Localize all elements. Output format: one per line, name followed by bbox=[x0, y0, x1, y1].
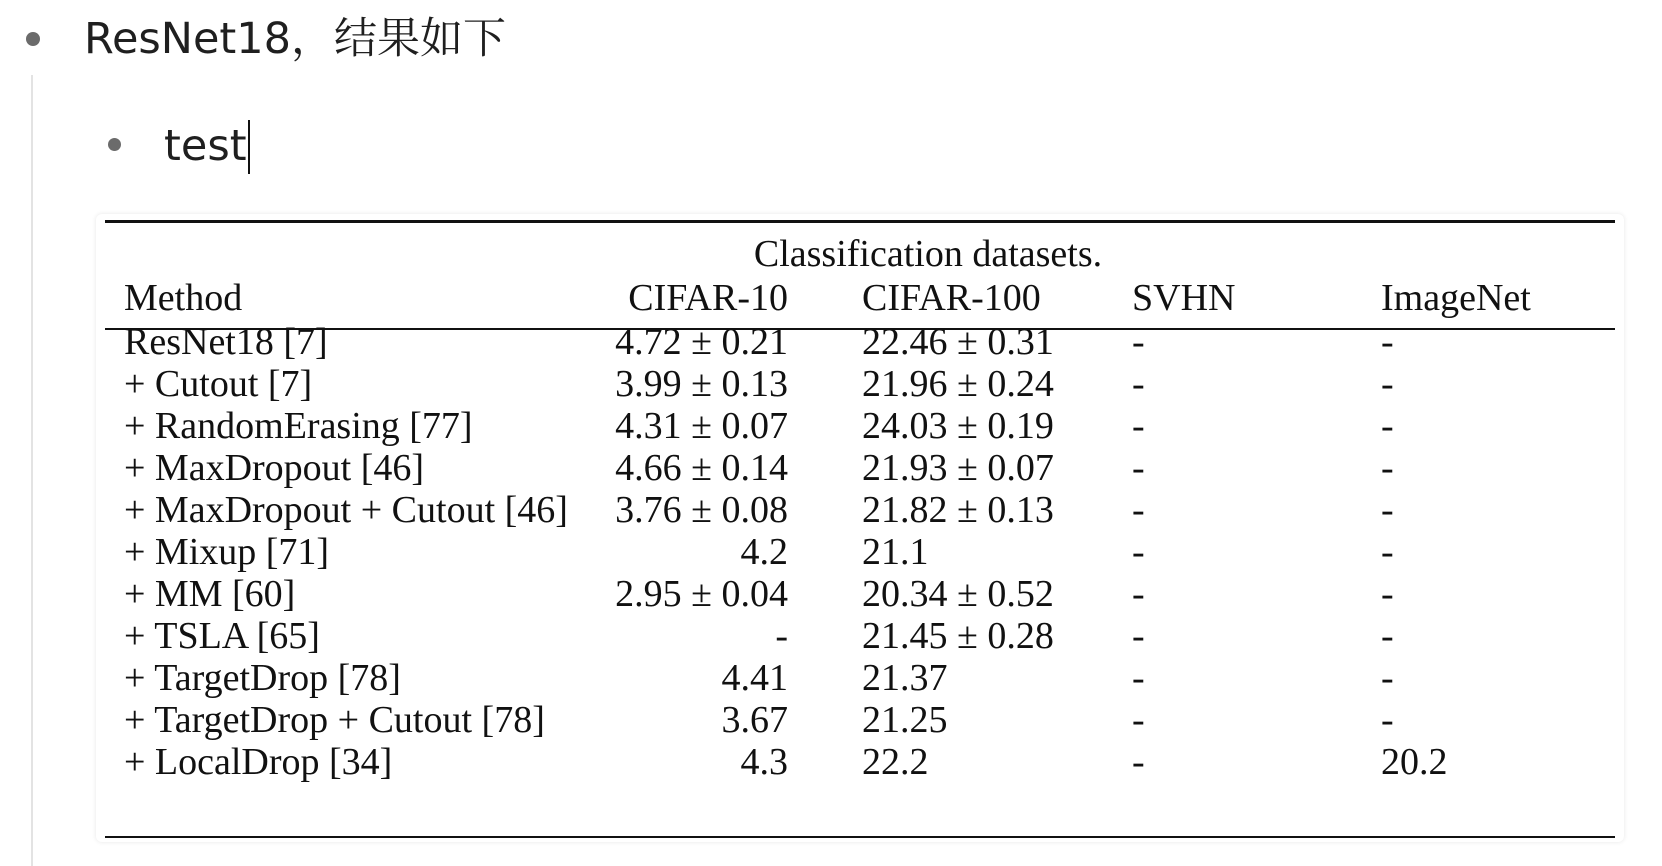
table-cell-svhn: - bbox=[1132, 657, 1145, 699]
table-cell-svhn: - bbox=[1132, 699, 1145, 741]
table-cell-method: + MaxDropout [46] bbox=[124, 447, 425, 489]
text-caret bbox=[248, 120, 250, 174]
table-cell-cifar100: 22.2 bbox=[862, 741, 929, 783]
list-item-test[interactable]: test bbox=[164, 121, 247, 171]
table-cell-svhn: - bbox=[1132, 489, 1145, 531]
table-cell-svhn: - bbox=[1132, 363, 1145, 405]
header-method: Method bbox=[124, 277, 243, 319]
bullet-dot-icon bbox=[108, 138, 121, 151]
results-table-image[interactable] bbox=[96, 214, 1624, 842]
header-cifar10: CIFAR-10 bbox=[628, 277, 788, 319]
table-cell-method: + MaxDropout + Cutout [46] bbox=[124, 489, 568, 531]
table-cell-svhn: - bbox=[1132, 447, 1145, 489]
table-cell-svhn: - bbox=[1132, 405, 1145, 447]
table-cell-svhn: - bbox=[1132, 741, 1145, 783]
table-cell-method: + Cutout [7] bbox=[124, 363, 313, 405]
table-cell-cifar10: 4.31 ± 0.07 bbox=[615, 405, 788, 447]
table-cell-method: + Mixup [71] bbox=[124, 531, 330, 573]
table-cell-imagenet: - bbox=[1381, 573, 1394, 615]
table-cell-cifar10: 4.72 ± 0.21 bbox=[615, 321, 788, 363]
table-cell-imagenet: - bbox=[1381, 489, 1394, 531]
table-cell-cifar10: 2.95 ± 0.04 bbox=[615, 573, 788, 615]
table-cell-imagenet: - bbox=[1381, 657, 1394, 699]
table-cell-svhn: - bbox=[1132, 615, 1145, 657]
table-cell-imagenet: - bbox=[1381, 615, 1394, 657]
table-cell-cifar100: 21.37 bbox=[862, 657, 948, 699]
table-cell-cifar10: 3.76 ± 0.08 bbox=[615, 489, 788, 531]
table-cell-cifar10: - bbox=[775, 615, 788, 657]
table-bottom-rule bbox=[105, 836, 1615, 838]
table-cell-cifar10: 4.66 ± 0.14 bbox=[615, 447, 788, 489]
table-cell-cifar10: 4.2 bbox=[740, 531, 788, 573]
table-cell-imagenet: - bbox=[1381, 531, 1394, 573]
table-cell-cifar100: 20.34 ± 0.52 bbox=[862, 573, 1054, 615]
table-cell-method: + TargetDrop [78] bbox=[124, 657, 401, 699]
table-cell-cifar10: 3.67 bbox=[721, 699, 788, 741]
table-cell-cifar100: 21.45 ± 0.28 bbox=[862, 615, 1054, 657]
table-cell-imagenet: - bbox=[1381, 321, 1394, 363]
header-imagenet: ImageNet bbox=[1381, 277, 1531, 319]
table-cell-cifar10: 3.99 ± 0.13 bbox=[615, 363, 788, 405]
table-cell-method: + TSLA [65] bbox=[124, 615, 320, 657]
table-group-header: Classification datasets. bbox=[753, 233, 1103, 275]
table-cell-method: + TargetDrop + Cutout [78] bbox=[124, 699, 545, 741]
table-cell-method: + MM [60] bbox=[124, 573, 296, 615]
bullet-dot-icon bbox=[26, 32, 40, 46]
table-cell-cifar100: 21.93 ± 0.07 bbox=[862, 447, 1054, 489]
table-cell-method: + LocalDrop [34] bbox=[124, 741, 393, 783]
table-cell-imagenet: - bbox=[1381, 363, 1394, 405]
table-cell-svhn: - bbox=[1132, 321, 1145, 363]
table-cell-svhn: - bbox=[1132, 531, 1145, 573]
table-cell-cifar100: 21.82 ± 0.13 bbox=[862, 489, 1054, 531]
header-cifar100: CIFAR-100 bbox=[862, 277, 1041, 319]
indent-guide-line bbox=[31, 75, 33, 866]
table-cell-imagenet: 20.2 bbox=[1381, 741, 1448, 783]
table-cell-cifar100: 24.03 ± 0.19 bbox=[862, 405, 1054, 447]
table-cell-cifar10: 4.41 bbox=[721, 657, 788, 699]
header-svhn: SVHN bbox=[1132, 277, 1236, 319]
table-cell-cifar100: 21.96 ± 0.24 bbox=[862, 363, 1054, 405]
table-cell-cifar10: 4.3 bbox=[740, 741, 788, 783]
table-top-rule bbox=[105, 220, 1615, 223]
table-cell-imagenet: - bbox=[1381, 405, 1394, 447]
table-cell-imagenet: - bbox=[1381, 699, 1394, 741]
table-cell-method: ResNet18 [7] bbox=[124, 321, 328, 363]
list-item-resnet18[interactable]: ResNet18，结果如下 bbox=[84, 14, 507, 64]
table-cell-method: + RandomErasing [77] bbox=[124, 405, 473, 447]
table-cell-imagenet: - bbox=[1381, 447, 1394, 489]
table-cell-cifar100: 22.46 ± 0.31 bbox=[862, 321, 1054, 363]
table-cell-cifar100: 21.25 bbox=[862, 699, 948, 741]
table-cell-svhn: - bbox=[1132, 573, 1145, 615]
table-cell-cifar100: 21.1 bbox=[862, 531, 929, 573]
